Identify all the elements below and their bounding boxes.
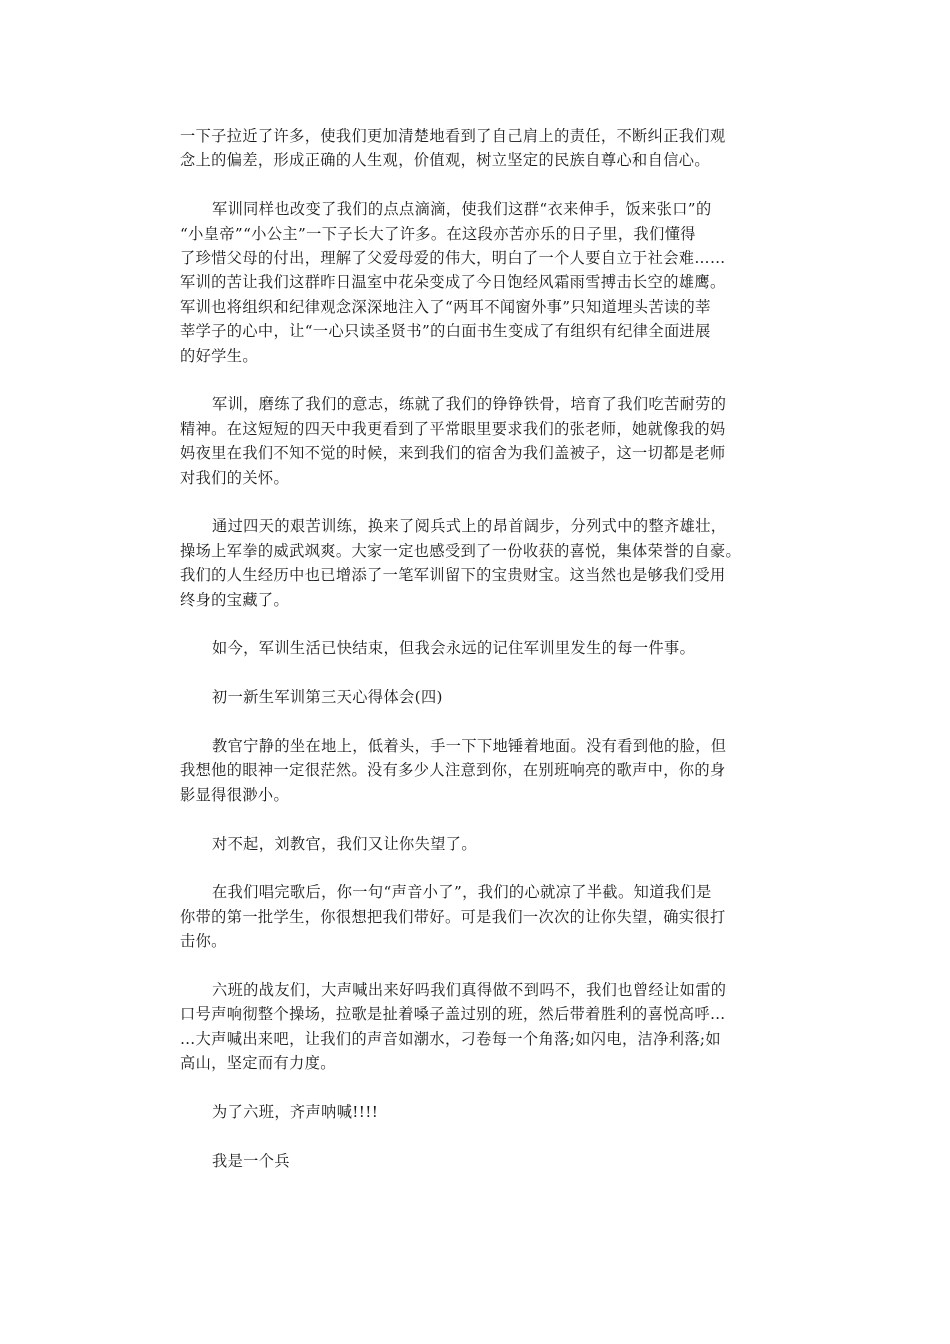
- paragraph-5: [180, 636, 780, 660]
- paragraph-11: [180, 1100, 780, 1124]
- text-line: 我们的人生经历中也已增添了一笔军训留下的宝贵财宝。这当然也是够我们受用: [180, 566, 726, 585]
- text-line: 妈夜里在我们不知不觉的时候，来到我们的宿舍为我们盖被子，这一切都是老师: [180, 444, 726, 463]
- text-line: “小皇帝”“小公主”一下子长大了许多。在这段亦苦亦乐的日子里，我们懂得: [180, 224, 696, 243]
- text-line: 你带的第一批学生，你很想把我们带好。可是我们一次次的让你失望，确实很打: [180, 907, 726, 926]
- text-line: 影显得很渺小。: [180, 785, 290, 804]
- text-line: 教官宁静的坐在地上，低着头，手一下下地锤着地面。没有看到他的脸，但: [212, 737, 727, 756]
- text-line: 为了六班，齐声呐喊!!!!: [212, 1103, 379, 1122]
- text-line: 念上的偏差，形成正确的人生观，价值观，树立坚定的民族自尊心和自信心。: [180, 151, 710, 170]
- text-line: 如今，军训生活已快结束，但我会永远的记住军训里发生的每一件事。: [212, 639, 696, 658]
- paragraph-2: [180, 197, 780, 368]
- text-line: 军训同样也改变了我们的点点滴滴，使我们这群“衣来伸手，饭来张口”的: [212, 200, 712, 219]
- text-line: 军训也将组织和纪律观念深深地注入了“两耳不闻窗外事”只知道埋头苦读的莘: [180, 297, 711, 316]
- text-line: 终身的宝藏了。: [180, 590, 290, 609]
- text-line: 我想他的眼神一定很茫然。没有多少人注意到你，在别班响亮的歌声中，你的身: [180, 761, 726, 780]
- document-body: [180, 124, 780, 1198]
- section-heading: [180, 685, 780, 709]
- text-line: 我是一个兵: [212, 1151, 290, 1170]
- text-line: …大声喊出来吧，让我们的声音如潮水，刁卷每一个角落;如闪电，洁净利落;如: [180, 1029, 722, 1048]
- paragraph-4: [180, 514, 780, 612]
- text-line: 的好学生。: [180, 346, 258, 365]
- text-line: 击你。: [180, 932, 227, 951]
- text-line: 六班的战友们，大声喊出来好吗我们真得做不到吗不，我们也曾经让如雷的: [212, 981, 727, 1000]
- text-line: 对我们的关怀。: [180, 468, 290, 487]
- text-line: 口号声响彻整个操场，拉歌是扯着嗓子盖过别的班，然后带着胜利的喜悦高呼…: [180, 1005, 726, 1024]
- text-line: 了珍惜父母的付出，理解了父爱母爱的伟大，明白了一个人要自立于社会难……: [180, 249, 726, 268]
- paragraph-12: [180, 1149, 780, 1173]
- paragraph-3: [180, 392, 780, 490]
- text-line: 初一新生军训第三天心得体会(四): [212, 688, 443, 707]
- paragraph-9: [180, 880, 780, 953]
- paragraph-7: [180, 734, 780, 807]
- text-line: 对不起，刘教官，我们又让你失望了。: [212, 834, 477, 853]
- text-line: 精神。在这短短的四天中我更看到了平常眼里要求我们的张老师，她就像我的妈: [180, 419, 726, 438]
- text-line: 军训，磨练了我们的意志，练就了我们的铮铮铁骨，培育了我们吃苦耐劳的: [212, 395, 727, 414]
- paragraph-1: [180, 124, 780, 173]
- text-line: 莘学子的心中，让“一心只读圣贤书”的白面书生变成了有组织有纪律全面进展: [180, 322, 711, 341]
- text-line: 军训的苦让我们这群昨日温室中花朵变成了今日饱经风霜雨雪搏击长空的雄鹰。: [180, 273, 726, 292]
- text-line: 操场上军拳的威武飒爽。大家一定也感受到了一份收获的喜悦，集体荣誉的自豪。: [180, 541, 742, 560]
- text-line: 一下子拉近了许多，使我们更加清楚地看到了自己肩上的责任，不断纠正我们观: [180, 127, 726, 145]
- paragraph-8: [180, 832, 780, 856]
- paragraph-10: [180, 978, 780, 1076]
- text-line: 高山，坚定而有力度。: [180, 1054, 336, 1073]
- text-line: 通过四天的艰苦训练，换来了阅兵式上的昂首阔步，分列式中的整齐雄壮，: [212, 517, 727, 536]
- text-line: 在我们唱完歌后，你一句“声音小了”，我们的心就凉了半截。知道我们是: [212, 883, 712, 902]
